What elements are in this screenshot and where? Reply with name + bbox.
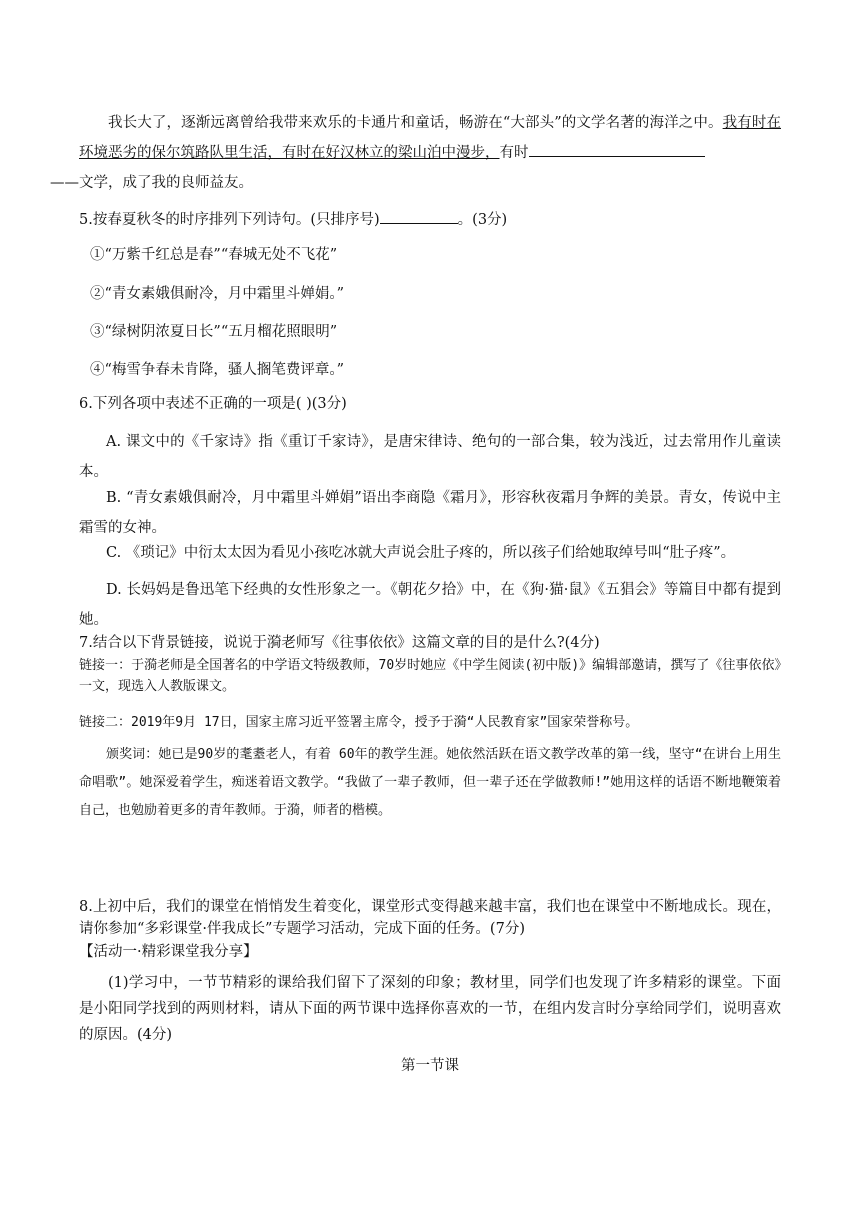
- task-1: (1)学习中，一节节精彩的课给我们留下了深刻的印象；教材里，同学们也发现了许多精彩的课堂。下面是小阳同学找到的两则材料，请从下面的两节课中选择你喜欢的一节，在组内发言时分享给同学们，说明喜欢的原因。(4分): [79, 975, 781, 1043]
- poem-item-4: ④“梅雪争春未肯降，骚人搁笔费评章。”: [90, 362, 345, 378]
- question-5-prompt: 5.按春夏秋冬的时序排列下列诗句。(只排序号): [79, 212, 380, 228]
- question-5: [79, 205, 781, 235]
- paragraph-literature: [50, 108, 781, 198]
- option-a: A. 课文中的《千家诗》指《重订千家诗》，是唐宋律诗、绝句的一部合集，较为浅近，过去常用作儿童读本。: [79, 434, 781, 480]
- underlined-sentence: 我有时在环境恶劣的保尔筑路队里生活，有时在好汉林立的梁山泊中漫步，: [79, 115, 781, 161]
- answer-blank[interactable]: [529, 142, 705, 157]
- lesson-title: 第一节课: [401, 1058, 459, 1074]
- question-8-prompt: 8.上初中后，我们的课堂在悄悄发生着变化，课堂形式变得越来越丰富，我们也在课堂中不断地成长。现在，请你参加“多彩课堂·伴我成长”专题学习活动，完成下面的任务。(7分): [79, 899, 781, 937]
- award-speech: 颁奖词：她已是90岁的耄耋老人，有着 60年的教学生涯。她依然活跃在语文教学改革的第一线，坚守“在讲台上用生命唱歌”。她深爱着学生，痴迷着语文教学。“我做了一辈子教师，但一辈子还在学做教师!”她用这样的话语不断地鞭策着自己，也勉励着更多的青年教师。于漪，师者的楷模。: [79, 747, 781, 818]
- option-d: D. 长妈妈是鲁迅笔下经典的女性形象之一。《朝花夕拾》中，在《狗·猫·鼠》《五猖会》等篇目中都有提到她。: [79, 582, 781, 628]
- poem-item-3: ③“绿树阴浓夏日长”“五月榴花照眼明”: [90, 324, 338, 340]
- option-c: C. 《琐记》中衍太太因为看见小孩吃冰就大声说会肚子疼的，所以孩子们给她取绰号叫“肚子疼”。: [106, 545, 736, 561]
- question-6-prompt: 6.下列各项中表述不正确的一项是( )(3分): [79, 396, 347, 412]
- question-7-prompt: 7.结合以下背景链接，说说于漪老师写《往事依依》这篇文章的目的是什么?(4分): [79, 635, 600, 651]
- paragraph-start: 我长大了，逐渐远离曾给我带来欢乐的卡通片和童话，畅游在“大部头”的文学名著的海洋之中。: [108, 115, 723, 131]
- answer-blank-q5[interactable]: [380, 209, 458, 224]
- poem-item-1: ①“万紫千红总是春”“春城无处不飞花”: [90, 247, 338, 263]
- question-5-score: 。(3分): [457, 212, 508, 228]
- paragraph-mid: 有时: [499, 145, 529, 161]
- link-1: 链接一：于漪老师是全国著名的中学语文特级教师，70岁时她应《中学生阅读(初中版)》编辑部邀请，撰写了《往事依依》一文，现选入人教版课文。: [79, 658, 781, 694]
- activity-heading: 【活动一·精彩课堂我分享】: [79, 944, 258, 960]
- paragraph-end: ——文学，成了我的良师益友。: [50, 175, 253, 191]
- poem-item-2: ②“青女素娥俱耐冷，月中霜里斗婵娟。”: [90, 286, 345, 302]
- option-b: B. “青女素娥俱耐冷，月中霜里斗婵娟”语出李商隐《霜月》，形容秋夜霜月争辉的美景。青女，传说中主霜雪的女神。: [79, 490, 781, 536]
- link-2: 链接二：2019年9月 17日，国家主席习近平签署主席令，授予于漪“人民教育家”国家荣誉称号。: [79, 715, 639, 730]
